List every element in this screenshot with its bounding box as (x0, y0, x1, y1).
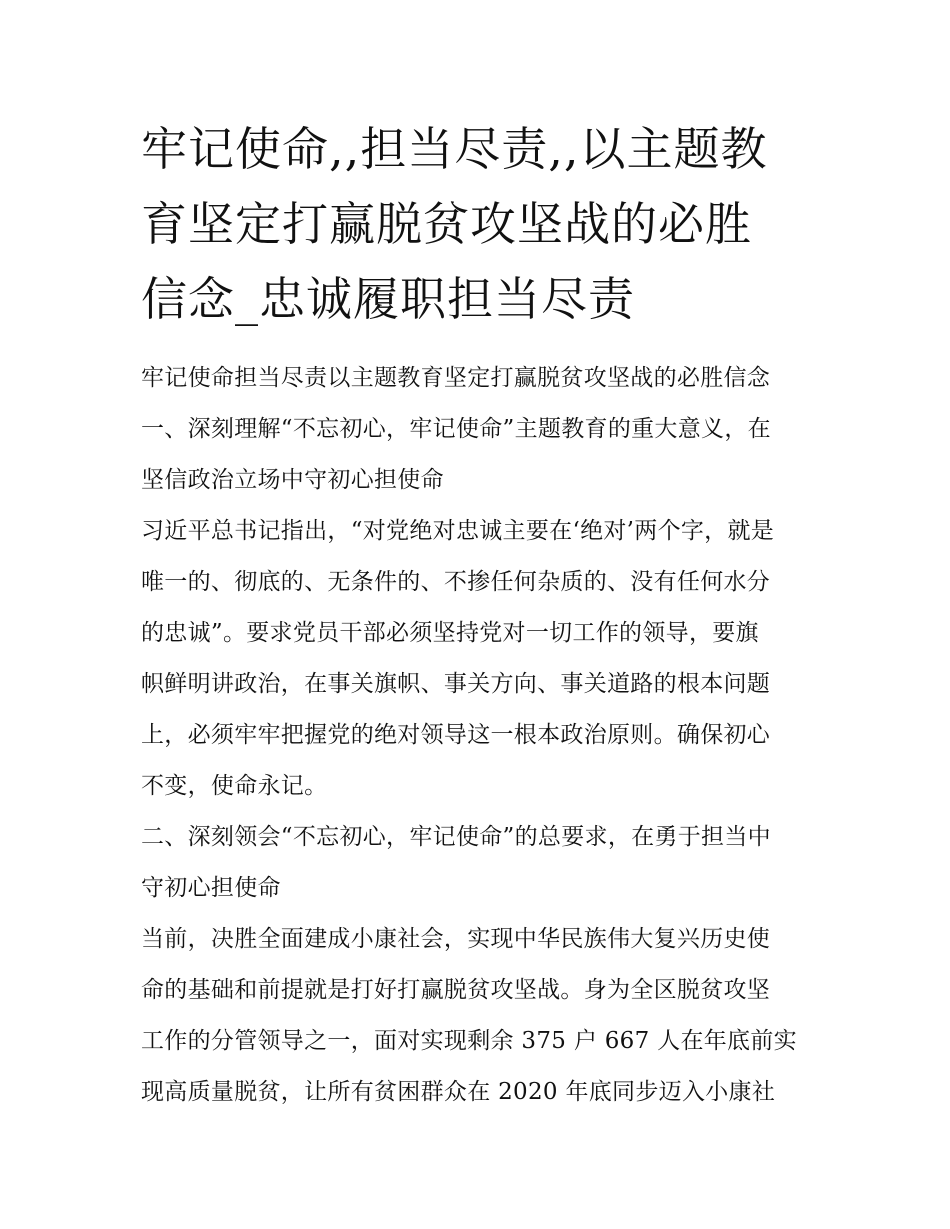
heading-section-one: 一、深刻理解“不忘初心，牢记使命”主题教育的重大意义，在 坚信政治立场中守初心担使命 (141, 416, 771, 493)
paragraph-section-one: 习近平总书记指出，“对党绝对忠诚主要在‘绝对’两个字，就是 唯一的、彻底的、无条件的、不掺任何杂质的、没有任何水分 的忠诚”。要求党员干部必须坚持党对一切工作的领导，要旗 帜鲜明讲政治，在事关旗帜、事关方向、事关道路的根本问题 上，必须牢牢把握党的绝对领导这一根本政治原则。确保初心 不变，使命永记。 (141, 518, 775, 799)
paragraph-intro: 牢记使命担当尽责以主题教育坚定打赢脱贫攻坚战的必胜信念 (141, 365, 771, 391)
document-title: 牢记使命,,担当尽责,,以主题教 育坚定打赢脱贫攻坚战的必胜 信念_忠诚履职担当尽责 (141, 122, 768, 326)
paragraph-section-two: 当前，决胜全面建成小康社会，实现中华民族伟大复兴历史使 命的基础和前提就是打好打赢脱贫攻坚战。身为全区脱贫攻坚 工作的分管领导之一，面对实现剩余 375 户 667 人在年底前实 现高质量脱贫，让所有贫困群众在 2020 年底同步迈入小康社 (141, 926, 797, 1105)
document-body (141, 353, 821, 1118)
heading-section-two: 二、深刻领会“不忘初心，牢记使命”的总要求，在勇于担当中 守初心担使命 (141, 824, 771, 901)
document-page (141, 112, 821, 1118)
